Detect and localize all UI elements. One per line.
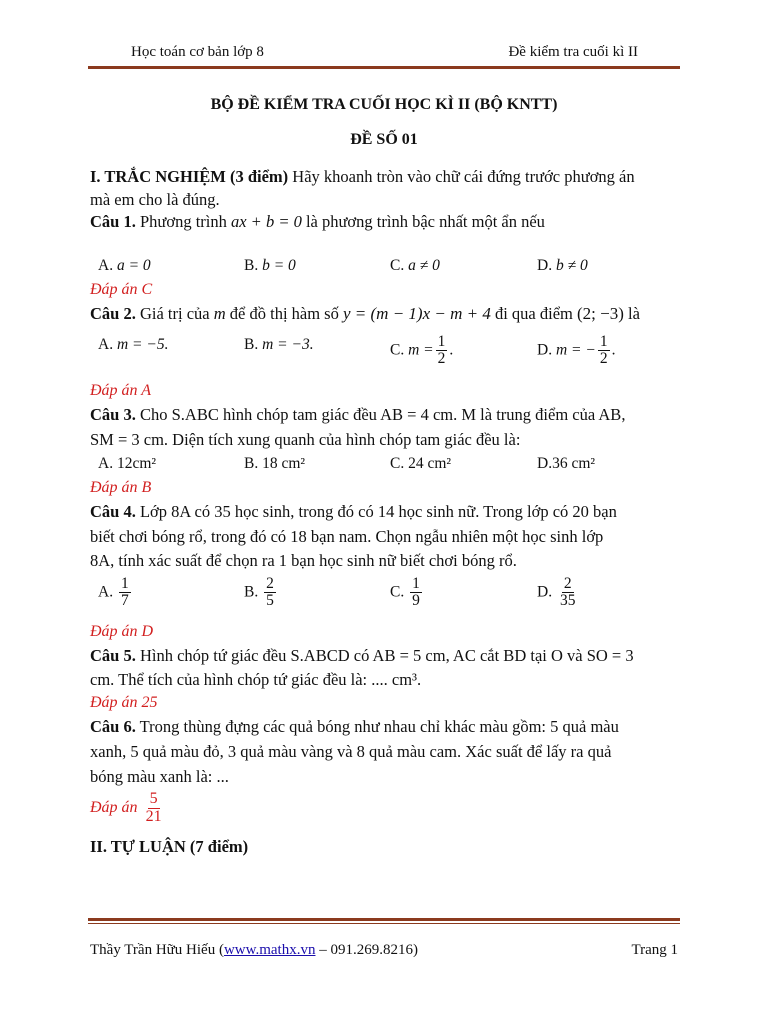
q6-line2: xanh, 5 quả màu đỏ, 3 quả màu vàng và 8 quả màu cam. Xác suất để lấy ra quả xyxy=(90,742,612,761)
q3-option-a[interactable]: A. 12cm² xyxy=(98,455,157,472)
q1-option-c[interactable]: C. a ≠ 0 xyxy=(390,257,440,274)
q1-text-a: Phương trình xyxy=(139,212,227,231)
header-right: Đề kiểm tra cuối kì II xyxy=(508,44,638,60)
q4-line3: 8A, tính xác suất để chọn ra 1 bạn học sinh nữ biết chơi bóng rổ. xyxy=(90,551,517,570)
q2-text-b: để đồ thị hàm số xyxy=(229,304,339,323)
q6-label: Câu 6. xyxy=(90,717,136,736)
q2-option-c-fraction: $\frac{1}{2}$ xyxy=(437,333,446,368)
q4-option-c[interactable]: C. $\frac{1}{9}$ xyxy=(390,575,420,610)
q4-option-d-fraction: $\frac{2}{35}$ xyxy=(559,575,576,610)
q1-option-a[interactable]: A. a = 0 xyxy=(98,257,151,274)
q6-answer-fraction: $\frac{5}{21}$ xyxy=(145,790,162,825)
q2-option-a[interactable]: A. m = −5. xyxy=(98,336,169,353)
q1-label: Câu 1. xyxy=(90,212,136,231)
q2-var: m xyxy=(213,304,226,323)
q2-expr: y = (m − 1)x − m + 4 xyxy=(342,304,491,323)
q4-option-c-fraction: $\frac{1}{9}$ xyxy=(412,575,420,610)
q1-stem xyxy=(90,212,545,232)
q1-expr: ax + b = 0 xyxy=(230,212,302,231)
q4-option-b-fraction: $\frac{2}{5}$ xyxy=(266,575,274,610)
q6-line3: bóng màu xanh là: ... xyxy=(90,767,229,786)
footer-author: Thầy Trần Hữu Hiếu (www.mathx.vn – 091.269.8216) xyxy=(90,942,418,958)
q3-line2: SM = 3 cm. Diện tích xung quanh của hình chóp tam giác đều là: xyxy=(90,430,521,449)
page-title: BỘ ĐỀ KIỂM TRA CUỐI HỌC KÌ II (BỘ KNTT) xyxy=(210,96,558,113)
q1-answer: Đáp án C xyxy=(90,281,153,298)
section1-line1 xyxy=(90,167,635,187)
q5-label: Câu 5. xyxy=(90,646,136,665)
q3-line1: Câu 3. Cho S.ABC hình chóp tam giác đều AB = 4 cm. M là trung điểm của AB, xyxy=(90,405,626,424)
q2-stem xyxy=(90,304,640,324)
footer-rule xyxy=(88,918,680,921)
q2-text-a: Giá trị của xyxy=(139,304,210,323)
q2-point: (2; −3) xyxy=(577,304,624,323)
q3-option-d[interactable]: D.36 cm² xyxy=(537,455,596,472)
q6-line1: Câu 6. Trong thùng đựng các quả bóng như nhau chỉ khác màu gồm: 5 quả màu xyxy=(90,717,619,736)
section1-instruction-1: Hãy khoanh tròn vào chữ cái đứng trước phương án xyxy=(292,167,635,186)
q4-option-a[interactable]: A. $\frac{1}{7}$ xyxy=(98,575,129,610)
page-subtitle: ĐỀ SỐ 01 xyxy=(350,131,418,148)
q2-text-d: là xyxy=(628,304,640,323)
section1-heading: I. TRẮC NGHIỆM (3 điểm) xyxy=(90,167,289,186)
q4-line2: biết chơi bóng rổ, trong đó có 18 bạn nam. Chọn ngẫu nhiên một học sinh lớp xyxy=(90,527,604,546)
q4-option-d[interactable]: D. $\frac{2}{35}$ xyxy=(537,575,576,610)
footer-website-link[interactable]: www.mathx.vn xyxy=(223,942,316,958)
q2-option-d[interactable]: D. m = − $\frac{1}{2}$ . xyxy=(537,333,616,368)
q2-option-d-fraction: $\frac{1}{2}$ xyxy=(599,333,608,368)
header-left: Học toán cơ bản lớp 8 xyxy=(131,44,264,60)
q2-text-c: đi qua điểm xyxy=(494,304,573,323)
q4-answer: Đáp án D xyxy=(90,623,154,640)
q1-option-d[interactable]: D. b ≠ 0 xyxy=(537,257,588,274)
q3-answer: Đáp án B xyxy=(90,479,152,496)
q4-option-b[interactable]: B. $\frac{2}{5}$ xyxy=(244,575,274,610)
q6-answer: Đáp án $\frac{5}{21}$ xyxy=(90,790,162,825)
q2-answer: Đáp án A xyxy=(90,382,152,399)
q3-option-b[interactable]: B. 18 cm² xyxy=(244,455,306,472)
section1-instruction-2: mà em cho là đúng. xyxy=(90,190,220,209)
section2-heading: II. TỰ LUẬN (7 điểm) xyxy=(90,837,249,856)
q3-label: Câu 3. xyxy=(90,405,136,424)
page-number: Trang 1 xyxy=(631,942,678,958)
q1-text-b: là phương trình bậc nhất một ẩn nếu xyxy=(305,212,545,231)
q3-option-c[interactable]: C. 24 cm² xyxy=(390,455,452,472)
q5-answer: Đáp án 25 xyxy=(90,694,158,711)
header-rule xyxy=(88,66,680,69)
q2-option-b[interactable]: B. m = −3. xyxy=(244,336,314,353)
footer-rule-thin xyxy=(88,923,680,924)
q4-option-a-fraction: $\frac{1}{7}$ xyxy=(120,575,129,610)
q5-line1: Câu 5. Hình chóp tứ giác đều S.ABCD có AB = 5 cm, AC cắt BD tại O và SO = 3 xyxy=(90,646,634,665)
q5-line2: cm. Thể tích của hình chóp tứ giác đều là: .... cm³. xyxy=(90,670,422,689)
q2-label: Câu 2. xyxy=(90,304,136,323)
q1-option-b[interactable]: B. b = 0 xyxy=(244,257,296,274)
q2-option-c[interactable]: C. m = $\frac{1}{2}$ . xyxy=(390,333,454,368)
q4-line1: Câu 4. Lớp 8A có 35 học sinh, trong đó có 14 học sinh nữ. Trong lớp có 20 bạn xyxy=(90,502,617,521)
q4-label: Câu 4. xyxy=(90,502,136,521)
